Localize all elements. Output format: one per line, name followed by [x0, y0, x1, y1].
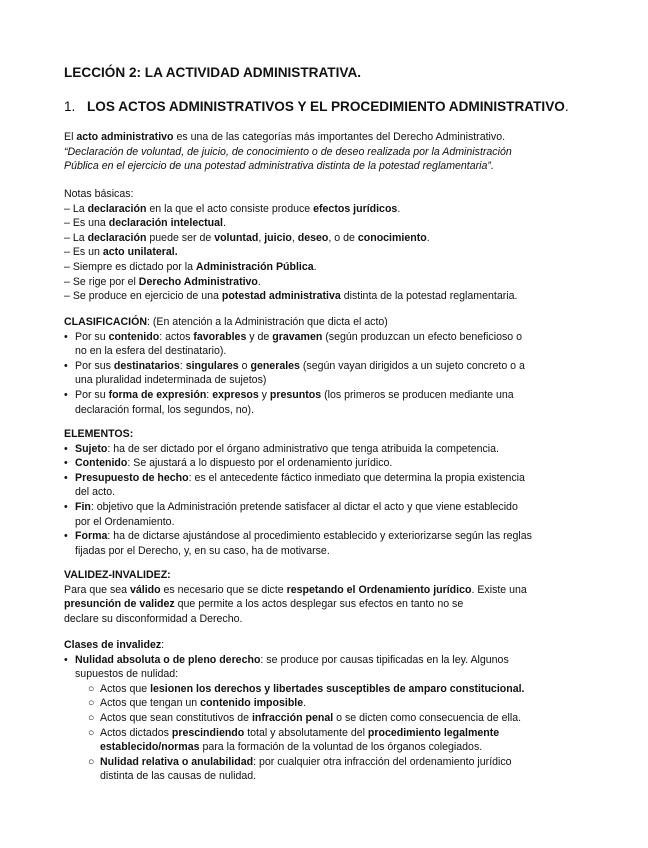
validez-section: VALIDEZ-INVALIDEZ: Para que sea válido es necesario que se dicte respetando el Ordenamiento jurídico. Existe una presunción de validez que permite a los actos desplegar sus efectos en tanto no se declare su disconformidad a Derecho.	[64, 568, 584, 626]
clases-heading: Clases de invalidez:	[64, 639, 165, 651]
bullet-icon: •	[64, 471, 68, 484]
validez-heading: VALIDEZ-INVALIDEZ:	[64, 569, 171, 581]
notas-basicas	[64, 187, 584, 304]
list-item: – La declaración en la que el acto consiste produce efectos jurídicos.	[64, 202, 401, 215]
bullet-icon: •	[64, 500, 68, 513]
bullet-icon: •	[64, 359, 68, 372]
definition-quote: “Declaración de voluntad, de juicio, de conocimiento o de deseo realizada por la Administración	[64, 145, 512, 158]
list-item: – Es una declaración intelectual.	[64, 217, 226, 230]
list-item: • Por sus destinatarios: singulares o generales (según vayan dirigidos a un sujeto concreto o a	[64, 359, 525, 372]
list-item: • Forma: ha de dictarse ajustándose al procedimiento establecido y exteriorizarse según las reglas	[64, 530, 532, 543]
list-item: • Sujeto: ha de ser dictado por el órgano administrativo que tenga atribuida la competencia.	[64, 442, 499, 455]
list-item: • Presupuesto de hecho: es el antecedente fáctico inmediato que determina la propia existencia	[64, 471, 525, 484]
list-item: – Siempre es dictado por la Administración Pública.	[64, 260, 317, 273]
sub-list-item: ○ Actos dictados prescindiendo total y absolutamente del procedimiento legalmente	[88, 726, 500, 739]
lesson-title: LECCIÓN 2: LA ACTIVIDAD ADMINISTRATIVA.	[64, 65, 362, 80]
bullet-icon: •	[64, 330, 68, 343]
clasificacion-heading: CLASIFICACIÓN: (En atención a la Administración que dicta el acto)	[64, 316, 388, 328]
circle-bullet-icon: ○	[88, 697, 95, 710]
list-item: • Nulidad absoluta o de pleno derecho: se produce por causas tipificadas en la ley. Algunos	[64, 653, 509, 666]
circle-bullet-icon: ○	[88, 755, 95, 768]
sub-list-item: ○ Actos que lesionen los derechos y libertades susceptibles de amparo constitucional.	[88, 682, 525, 695]
list-item: • Fin: objetivo que la Administración pretende satisfacer al dictar el acto y que viene establecido	[64, 500, 518, 513]
list-item: • Por su contenido: actos favorables y de gravamen (según produzcan un efecto beneficioso o	[64, 330, 522, 343]
bullet-icon: •	[64, 457, 68, 470]
circle-bullet-icon: ○	[88, 711, 95, 724]
list-item: – Es un acto unilateral.	[64, 246, 178, 259]
intro-paragraph: El acto administrativo es una de las categorías más importantes del Derecho Administrativo. “Declaración de voluntad, de juicio, de conocimiento o de deseo realizada por la Administración Pública en el ejercicio de una potestad administrativa distinta de la potestad reglamentaria”.	[64, 130, 584, 174]
clases-invalidez-section: Clases de invalidez: • Nulidad absoluta o de pleno derecho: se produce por causas tipificadas en la ley. Algunos supuestos de nulidad: ○ Actos que lesionen los derechos y libertades susceptibles de amparo constitucional. ○ Actos que tengan un contenido imposible. ○ Actos que sean constitutivos de infracción penal o se dicten como consecuencia de ella. ○ Actos dictados prescindiendo total y absolutamente del procedimiento legalmente establecido/normas para la formación de la voluntad de los órganos colegiados. ○ Nulidad relativa o anulabilidad: por cualquier otra infracción del ordenamiento jurídico distinta de las causas de nulidad.	[64, 638, 584, 784]
elementos-heading: ELEMENTOS:	[64, 428, 134, 440]
list-item: – Se produce en ejercicio de una potestad administrativa distinta de la potestad reglamentaria.	[64, 290, 518, 303]
elementos-section: ELEMENTOS: • Sujeto: ha de ser dictado por el órgano administrativo que tenga atribuida la competencia. • Contenido: Se ajustará a lo dispuesto por el ordenamiento jurídico. • Presupuesto de hecho: es el antecedente fáctico inmediato que determina la propia existencia del acto. • Fin: objetivo que la Administración pretende satisfacer al dictar el acto y que viene establecido por el Ordenamiento. • Forma: ha de dictarse ajustándose al procedimiento establecido y exteriorizarse según las reglas fijadas por el Derecho, y, en su caso, ha de motivarse.	[64, 427, 584, 558]
clasificacion-section: CLASIFICACIÓN: (En atención a la Administración que dicta el acto) • Por su contenido: actos favorables y de gravamen (según produzcan un efecto beneficioso o no en la esfera del destinatario). • Por sus destinatarios: singulares o generales (según vayan dirigidos a un sujeto concreto o a una pluralidad indeterminada de sujetos) • Por su forma de expresión: expresos y presuntos (los primeros se producen mediante una declaración formal, los segundos, no).	[64, 315, 584, 417]
sub-list-item: ○ Actos que sean constitutivos de infracción penal o se dicten como consecuencia de ella.	[88, 711, 522, 724]
bullet-icon: •	[64, 530, 68, 543]
sub-list-item: ○ Nulidad relativa o anulabilidad: por cualquier otra infracción del ordenamiento jurídico	[88, 755, 512, 768]
notas-heading: Notas básicas:	[64, 188, 134, 200]
circle-bullet-icon: ○	[88, 682, 95, 695]
section-number: 1.	[64, 99, 76, 114]
list-item: – La declaración puede ser de voluntad, juicio, deseo, o de conocimiento.	[64, 231, 430, 244]
bullet-icon: •	[64, 653, 68, 666]
list-item: – Se rige por el Derecho Administrativo.	[64, 275, 261, 288]
section-heading: 1. LOS ACTOS ADMINISTRATIVOS Y EL PROCEDIMIENTO ADMINISTRATIVO.	[64, 99, 569, 114]
bullet-icon: •	[64, 388, 68, 401]
list-item: • Por su forma de expresión: expresos y presuntos (los primeros se producen mediante una	[64, 388, 514, 401]
list-item: • Contenido: Se ajustará a lo dispuesto por el ordenamiento jurídico.	[64, 457, 393, 470]
section-heading-text: LOS ACTOS ADMINISTRATIVOS Y EL PROCEDIMIENTO ADMINISTRATIVO	[87, 99, 565, 114]
bullet-icon: •	[64, 442, 68, 455]
sub-list-item: ○ Actos que tengan un contenido imposible.	[88, 697, 307, 710]
circle-bullet-icon: ○	[88, 726, 95, 739]
